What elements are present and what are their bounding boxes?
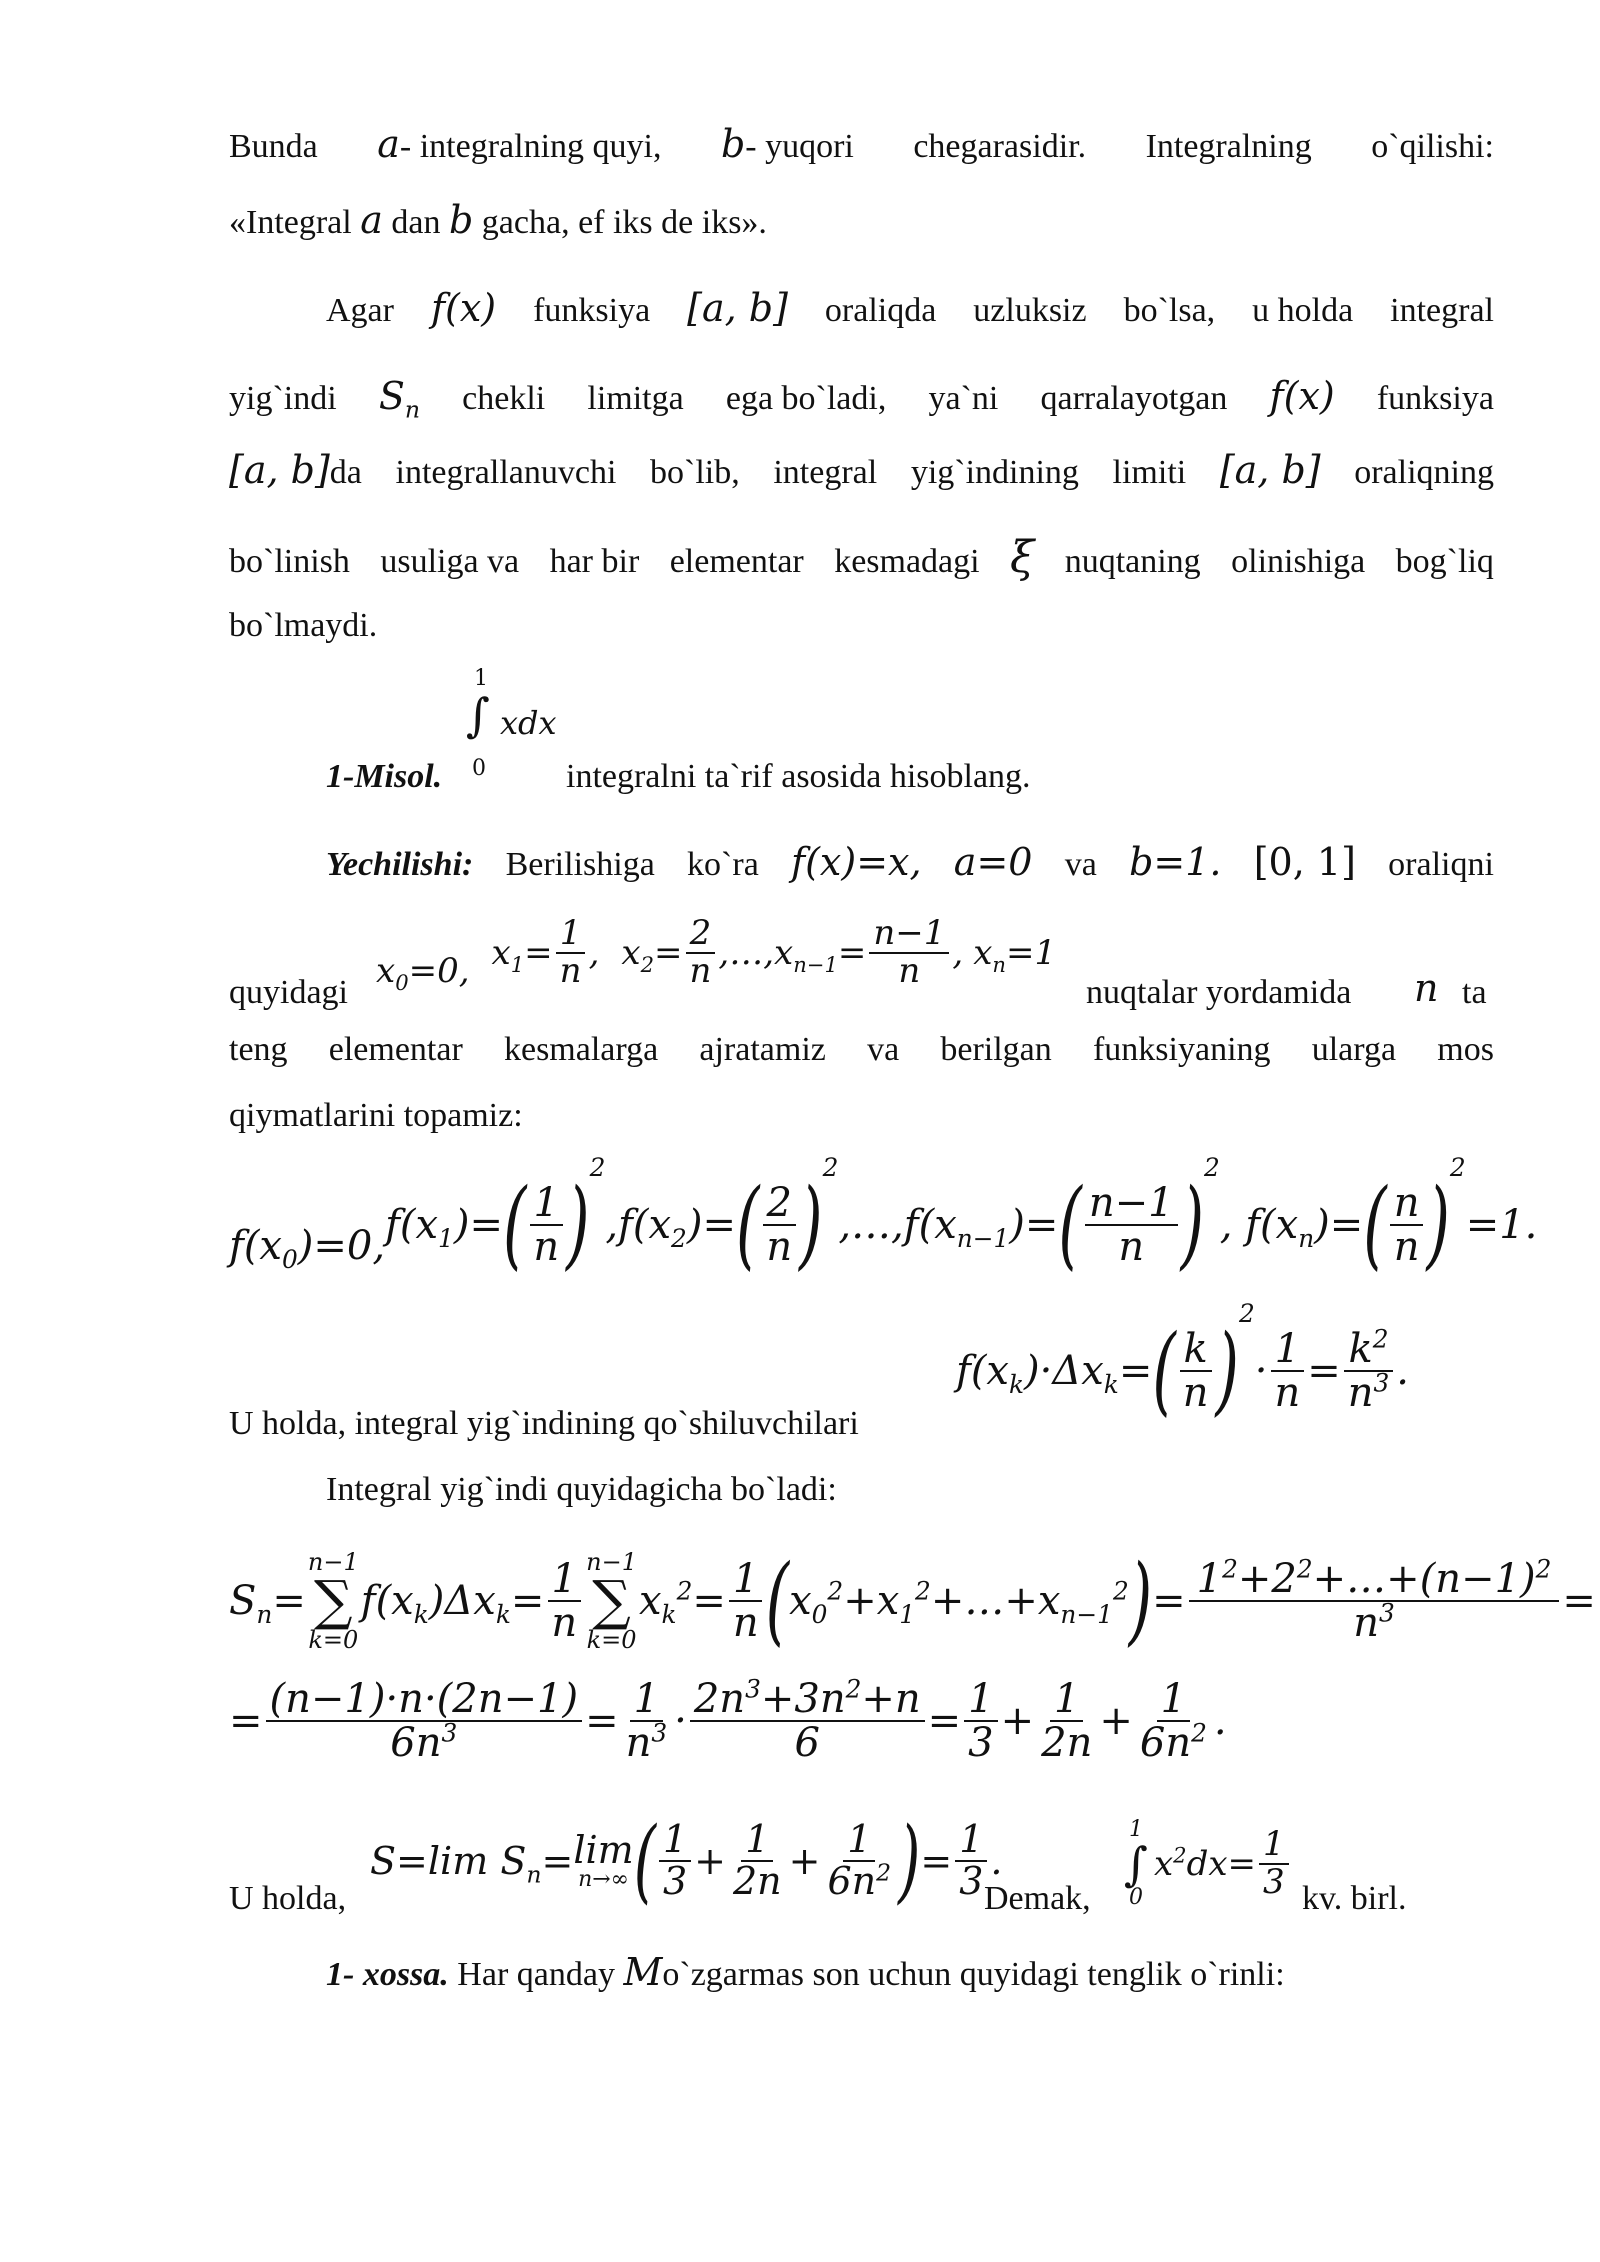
text: Berilishiga	[505, 846, 655, 883]
text: yig`indining	[910, 454, 1079, 491]
text: olinishiga	[1231, 543, 1366, 580]
text: Integralning	[1145, 128, 1312, 165]
result-integral: 1 ∫ 0 $x^2dx=$ $\frac{1}{3}$	[1124, 1794, 1292, 1934]
function-values-formula: $f(x_0)=0$, $f(x_1)=$ ( $\frac{1}{n}$ ) 2 $,f(x_2)=$ ( $\frac{2}{n}$ ) 2 ,…, $f(x_{n-1})=$ ( $\frac{n-1}{n}$ ) 2 , $f(x_n)=$ ( $\frac{n}{n}$ ) 2 =1.	[229, 1153, 1538, 1281]
example-text: integralni ta`rif asosida hisoblang.	[566, 758, 1031, 795]
text: berilgan	[940, 1031, 1052, 1068]
text: teng	[229, 1031, 288, 1068]
text: chegarasidir.	[913, 128, 1087, 165]
integral-sign: ∫	[466, 688, 490, 742]
paragraph-line-1	[229, 122, 1494, 169]
var-xi: ξ	[1010, 532, 1035, 583]
a-value: a=0	[953, 840, 1033, 884]
solution-line	[326, 840, 1494, 887]
var-a: a	[360, 198, 383, 242]
paragraph-line-7	[229, 604, 1494, 648]
arg-x: (x)	[1283, 374, 1335, 418]
text: mos	[1437, 1031, 1494, 1068]
text: va	[867, 1031, 900, 1068]
text: u holda	[1252, 292, 1354, 329]
interval-01: [0, 1]	[1253, 840, 1356, 884]
arg-x: (x)	[445, 286, 497, 330]
interval-ab: [a, b]	[687, 286, 788, 330]
text: integral	[773, 454, 878, 491]
text: limiti	[1112, 454, 1187, 491]
text: va	[1064, 846, 1097, 883]
var-f: f	[430, 286, 446, 330]
text: da	[329, 454, 362, 491]
text: funksiya	[1376, 380, 1494, 417]
text: elementar	[328, 1031, 463, 1068]
text: bo`lmaydi.	[229, 607, 378, 644]
solution-label: Yechilishi:	[326, 846, 474, 883]
text: ajratamiz	[699, 1031, 826, 1068]
paragraph-uholda-2: U holda,	[229, 1880, 347, 1917]
paragraph-line-5	[229, 448, 1494, 495]
text: ya`ni	[928, 380, 999, 417]
property-label: 1- xossa.	[326, 1956, 449, 1993]
text: gacha, ef iks de iks».	[481, 204, 767, 241]
paragraph-line-6	[229, 532, 1494, 584]
example-label: 1-Misol.	[326, 758, 443, 795]
paragraph-uholda-1: U holda, integral yig`indining qo`shiluvchilari	[229, 1405, 859, 1442]
example-title	[326, 755, 442, 799]
text: ta	[1462, 974, 1487, 1011]
paragraph-intsum: Integral yig`indi quyidagicha bo`ladi:	[326, 1471, 837, 1508]
partition-points-formula: $x_0=0$, $x_1=$ $\frac{1}{n}$ , $x_2=$ $\frac{2}{n}$ ,…, $x_{n-1}=$ $\frac{n-1}{n}$ , $x_n=1$	[376, 913, 1057, 995]
text: funksiya	[533, 292, 651, 329]
text: ega bo`ladi,	[725, 380, 887, 417]
text: o`qilishi:	[1371, 128, 1494, 165]
text: limitga	[587, 380, 684, 417]
points-label: quyidagi	[229, 974, 348, 1011]
text: integrallanuvchi	[395, 454, 617, 491]
text: oraliqda	[824, 292, 937, 329]
integrand: xdx	[500, 704, 557, 742]
text: chekli	[462, 380, 546, 417]
property-line	[326, 1950, 1285, 1997]
paragraph-line-2	[229, 198, 1494, 245]
text: - yuqori	[745, 128, 854, 165]
var-S: S	[378, 374, 405, 418]
var-n: n	[1414, 966, 1439, 1010]
sum-formula-1: $S_n=$ n−1 ∑ k=0 $f(x_k)\Delta x_k=$ $\frac{1}{n}$ n−1 ∑ k=0 $x_k^2=$ $\frac{1}{n}$ ( $x_0^2+x_1^2+\dots+x_{n-1}^2$ ) = $\frac{1^2+2^2+\dots+(n-1)^2}{n^3}$ =	[229, 1545, 1596, 1657]
paragraph-line-3	[326, 286, 1494, 333]
text: kesmadagi	[834, 543, 980, 580]
var-M: M	[623, 1950, 663, 1994]
paragraph-line-qiy: qiymatlarini topamiz:	[229, 1097, 523, 1134]
limit-formula: S=lim $S_n=$ lim n→∞ ( $\frac{1}{3}$ + $\frac{1}{2n}$ + $\frac{1}{6n^2}$ ) = $\frac{1}{3}$ .	[370, 1808, 1003, 1914]
integral-upper-limit: 1	[474, 666, 488, 691]
integral-lower-limit: 0	[472, 756, 486, 781]
text: ularga	[1311, 1031, 1397, 1068]
interval-ab: [a, b]	[1219, 448, 1321, 492]
text: elementar	[669, 543, 804, 580]
text: ko`ra	[687, 846, 759, 883]
var-f: f	[1269, 374, 1284, 418]
text: - integralning quyi,	[399, 128, 662, 165]
text: funksiyaning	[1092, 1031, 1271, 1068]
text: o`zgarmas son uchun quyidagi tenglik o`rinli:	[662, 1956, 1285, 1993]
text: bo`lsa,	[1123, 292, 1216, 329]
text: nuqtaning	[1064, 543, 1201, 580]
subscript-n: n	[404, 395, 421, 424]
b-value: b=1.	[1129, 840, 1222, 884]
text: usuliga va	[380, 543, 520, 580]
text: bo`linish	[229, 543, 350, 580]
text: dan	[391, 204, 441, 241]
sum-formula-2: = $\frac{(n-1)\cdot n\cdot(2n-1)}{6n^3}$ = $\frac{1}{n^3}$ · $\frac{2n^3+3n^2+n}{6}$ = $\frac{1}{3}$ + $\frac{1}{2n}$ + $\frac{1}{6n^2}$ .	[229, 1674, 1227, 1766]
var-b: b	[448, 198, 474, 242]
text-demak: Demak,	[984, 1880, 1091, 1917]
summand-formula: $f(x_k)\cdot\Delta x_k=$ ( $\frac{k}{n}$ ) 2 · $\frac{1}{n}$ = $\frac{k^2}{n^3}$ .	[956, 1299, 1409, 1427]
paragraph-line-4	[229, 374, 1494, 424]
interval-ab: [a, b]	[229, 448, 330, 492]
text: «Integral	[229, 204, 352, 241]
text: uzluksiz	[973, 292, 1087, 329]
function-def: f(x)=x,	[791, 840, 922, 884]
paragraph-line-teng	[229, 1028, 1494, 1072]
text: bog`liq	[1395, 543, 1494, 580]
text: har bir	[549, 543, 640, 580]
points-after: nuqtalar yordamida	[1086, 974, 1352, 1011]
text: qarralayotgan	[1040, 380, 1228, 417]
text: integral	[1390, 292, 1494, 329]
text: yig`indi	[229, 380, 337, 417]
text: kesmalarga	[503, 1031, 659, 1068]
var-b: b	[720, 122, 746, 166]
text: oraliqning	[1354, 454, 1494, 491]
text: oraliqni	[1388, 846, 1494, 883]
text: Bunda	[229, 128, 318, 165]
text: Har qanday	[457, 1956, 615, 1993]
text: bo`lib,	[650, 454, 740, 491]
text-kvbirl: kv. birl.	[1302, 1880, 1407, 1917]
text: Agar	[326, 292, 394, 329]
var-a: a	[377, 122, 400, 166]
